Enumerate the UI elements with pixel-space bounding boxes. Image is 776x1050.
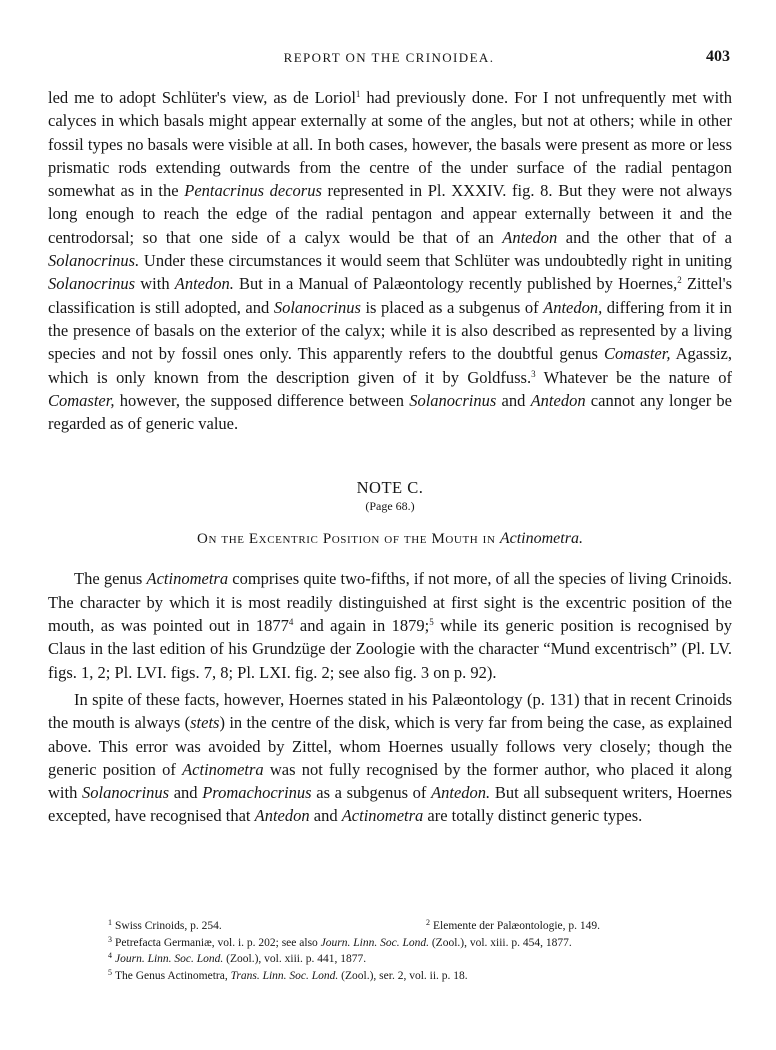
- p3-text-4: and: [169, 783, 203, 803]
- footnote-4-number: 4: [108, 951, 112, 960]
- p2-text-3: and again in 1879;: [293, 616, 430, 636]
- p3-text-5: as a subgenus of: [311, 783, 432, 803]
- paragraph-1: [48, 86, 732, 435]
- p1-text-3: represented in Pl. XXXIV. fig. 8. But they were not always long enough to reach the edge of the radial pentagon and appear externally between it and the centrodorsal; so that one side of a calyx would be that of an: [48, 181, 733, 247]
- running-title: REPORT ON THE CRINOIDEA.: [283, 50, 495, 65]
- note-heading: NOTE C.: [356, 478, 424, 498]
- p3-italic-1: stets: [190, 713, 220, 733]
- p3-italic-7: Actinometra: [341, 806, 424, 826]
- p1-text-11: Agassiz, which is only known from the description given of it by Goldfuss.: [48, 344, 732, 387]
- p3-text-8: are totally distinct generic types.: [423, 806, 643, 826]
- p3-italic-4: Promachocrinus: [202, 783, 312, 803]
- footnote-4-text-c: (Zool.), vol. xiii. p. 441, 1877.: [223, 953, 367, 965]
- paragraph-3: [48, 688, 732, 828]
- p1-text-12: Whatever be the nature of: [535, 367, 732, 387]
- footnote-2: [426, 918, 600, 935]
- footnote-5: [108, 968, 728, 985]
- p1-italic-4: Solanocrinus: [48, 274, 136, 294]
- p3-italic-3: Solanocrinus: [81, 783, 170, 803]
- p1-text-13: however, the supposed difference between: [114, 390, 410, 410]
- p1-italic-3: Solanocrinus.: [48, 251, 140, 271]
- p1-text-5: Under these circumstances it would seem that Schlüter was undoubtedly right in uniting: [139, 251, 732, 271]
- p1-text-7: But in a Manual of Palæontology recently published by Hoernes,: [233, 274, 678, 294]
- note-title: [48, 530, 732, 548]
- p1-text-9: is placed as a subgenus of: [360, 297, 544, 317]
- p3-italic-5: Antedon.: [431, 783, 491, 803]
- footnote-5-text-a: The Genus Actinometra,: [115, 969, 231, 982]
- p1-italic-10: Solanocrinus: [409, 390, 497, 410]
- p1-text-14: and: [496, 390, 531, 410]
- running-head: [48, 50, 730, 72]
- p3-text-6: But all subsequent writers, Hoernes excepted, have recognised that: [48, 783, 732, 826]
- p1-italic-5: Antedon.: [174, 274, 234, 294]
- p1-italic-1: Pentacrinus decorus: [184, 181, 322, 201]
- p2-text-1: The genus: [74, 569, 147, 589]
- page-number: 403: [706, 48, 730, 65]
- footnote-5-journal: Trans. Linn. Soc. Lond.: [230, 969, 339, 982]
- note-page-ref: (Page 68.): [365, 499, 415, 514]
- footnote-ref-2: 2: [677, 275, 682, 286]
- p3-text-1: In spite of these facts, however, Hoernes stated in his Palæontology (p. 131) that in recent Crinoids the mouth is always (: [48, 689, 732, 733]
- footnote-3-journal: Journ. Linn. Soc. Lond.: [320, 936, 429, 949]
- p3-text-2: ) in the centre of the disk, which is very far from being the case, as explained above. This error was avoided by Zittel, whom Hoernes usually follows very closely; though the generic position of: [48, 713, 732, 779]
- footnote-ref-5: 5: [429, 617, 434, 628]
- p1-text-1: led me to adopt Schlüter's view, as de Loriol: [48, 88, 356, 107]
- footnote-5-number: 5: [108, 967, 112, 977]
- footnote-4: [108, 951, 728, 968]
- footnote-1: [108, 918, 426, 935]
- p3-italic-6: Antedon: [254, 806, 310, 826]
- body-text: [48, 86, 732, 828]
- paragraph-2: [48, 567, 732, 683]
- p1-italic-8: Comaster,: [603, 344, 671, 364]
- p1-text-6: with: [135, 274, 175, 294]
- p3-italic-2: Actinometra: [182, 759, 264, 779]
- p1-text-10: differing from it in the presence of basals on the exterior of the calyx; while it is also described as represented by a living species and not by fossil ones only. This apparently refers to the doubtful genus: [48, 297, 732, 364]
- footnote-ref-1: 1: [355, 89, 361, 99]
- p1-text-2: had previously done. For I not unfrequently met with calyces in which basals might appear externally at some of the angles, but not at others; while in other fossil types no basals were visible at all. In both cases, however, the basals were present as more or less prismatic rods extending outwards from the centre of the under surface of the radial pentagon somewhat as in the: [48, 88, 732, 201]
- footnote-ref-4: 4: [288, 617, 294, 628]
- p1-italic-11: Antedon: [530, 390, 586, 410]
- p1-italic-6: Solanocrinus: [273, 297, 361, 317]
- p3-text-3: was not fully recognised by the former author, who placed it along with: [48, 759, 733, 803]
- p2-italic-1: Actinometra: [146, 569, 229, 589]
- p1-italic-9: Comaster,: [48, 390, 115, 410]
- p1-italic-2: Antedon: [502, 227, 558, 247]
- note-title-text: On the Excentric Position of the Mouth in: [197, 531, 500, 548]
- p1-text-8: Zittel's classification is still adopted, and: [48, 274, 732, 317]
- note-title-genus: Actinometra.: [499, 530, 583, 548]
- footnote-1-number: 1: [108, 918, 112, 927]
- p2-text-4: while its generic position is recognised by Claus in the last edition of his Grundzüge der Zoologie with the character “Mund excentrisch” (Pl. LV. figs. 1, 2; Pl. LVI. figs. 7, 8; Pl. LXI. fig. 2; see also fig. 3 on p. 92).: [48, 616, 733, 682]
- p1-text-4: and the other that of a: [557, 227, 732, 247]
- footnote-4-journal: Journ. Linn. Soc. Lond.: [115, 953, 224, 965]
- footnote-3: [108, 935, 728, 952]
- p1-italic-7: Antedon,: [543, 297, 603, 317]
- footnote-3-number: 3: [108, 934, 112, 944]
- footnotes: [108, 918, 728, 984]
- p2-text-2: comprises quite two-fifths, if not more, of all the species of living Crinoids. The character by which it is most readily distinguished at first sight is the excentric position of the mouth, as was pointed out in 1877: [48, 569, 732, 636]
- footnote-5-text-c: (Zool.), ser. 2, vol. ii. p. 18.: [338, 969, 468, 982]
- footnote-ref-3: 3: [531, 368, 536, 379]
- footnote-2-number: 2: [426, 918, 430, 927]
- p3-text-7: and: [309, 806, 342, 826]
- footnote-3-text-c: (Zool.), vol. xiii. p. 454, 1877.: [428, 936, 572, 949]
- footnote-row-1: [108, 918, 728, 935]
- footnote-1-text: Swiss Crinoids, p. 254.: [115, 920, 222, 932]
- footnote-3-text-a: Petrefacta Germaniæ, vol. i. p. 202; see also: [115, 936, 321, 949]
- footnote-2-text: Elemente der Palæontologie, p. 149.: [433, 920, 601, 932]
- p1-text-15: cannot any longer be regarded as of generic value.: [48, 390, 733, 434]
